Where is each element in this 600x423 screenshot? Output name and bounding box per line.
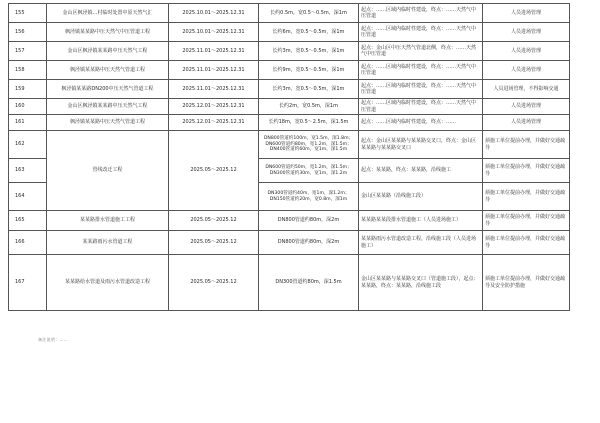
- table-row: [9, 115, 570, 131]
- footnote: 备注说明：……: [38, 337, 69, 342]
- location-note: 起点：某某路，终点：某某路，沿线施工: [359, 159, 483, 183]
- row-number: 161: [9, 115, 47, 131]
- table-row: [9, 255, 570, 311]
- location-note: 起点：金山区某某路与某某路交叉口，终点：金山区某某路与某某路交叉口: [359, 131, 483, 159]
- management-note: 人员进场管理: [483, 23, 570, 42]
- row-number: 166: [9, 231, 47, 255]
- management-note: 人员进场管理: [483, 99, 570, 115]
- location-note: 起点：……区域内临时性建设，终点：……: [359, 115, 483, 131]
- time-range: 2025.12.01～2025.12.31: [169, 115, 259, 131]
- time-range: 2025.05～2025.12: [169, 211, 259, 231]
- time-range: 2025.10.01～2025.12.31: [169, 23, 259, 42]
- time-range: 2025.05～2025.12: [169, 131, 259, 211]
- location-note: 金山区某某路与某某路交叉口（管道施工段），起点：某某路，终点：某某路，沿线施工段: [359, 255, 483, 311]
- project-name: 某某路排水管道施工工程: [47, 211, 169, 231]
- table-row: [9, 4, 570, 23]
- time-range: 2025.12.01～2025.12.31: [169, 99, 259, 115]
- location-note: 起点：……区域内临时性建设，终点：……天然气中压管道: [359, 80, 483, 99]
- table-row: [9, 211, 570, 231]
- table-row: [9, 42, 570, 61]
- row-number: 165: [9, 211, 47, 231]
- location-note: 起点：……区域内临时性建设，终点：……天然气中压管道: [359, 23, 483, 42]
- excavation-size: 长约0.5m，宽0.5～0.5m，深1m: [259, 4, 359, 23]
- time-range: 2025.05～2025.12: [169, 231, 259, 255]
- row-number: 164: [9, 183, 47, 211]
- excavation-size: DN800管道约100m，宽1.5m，深1.8m；DN600管道约80m，宽1.2m，深1.5m；DN400管道约60m，宽1m，深1.5m: [259, 131, 359, 159]
- row-number: 157: [9, 42, 47, 61]
- management-note: 须施工单位提前办理，并做好交通疏导: [483, 231, 570, 255]
- project-name: 枫泾镇某某路DN200中压天然气管道工程: [47, 80, 169, 99]
- row-number: 155: [9, 4, 47, 23]
- row-number: 162: [9, 131, 47, 159]
- row-number: 156: [9, 23, 47, 42]
- excavation-size: 长约3m，宽0.5～0.5m，深1m: [259, 42, 359, 61]
- location-note: 起点：……区域内临时性建设，终点：……天然气中压管道: [359, 4, 483, 23]
- management-note: 人员进场管理，不得影响交通: [483, 80, 570, 99]
- management-note: 人员进场管理: [483, 4, 570, 23]
- project-name: 金山区枫泾镇某某路中压天然气工程: [47, 99, 169, 115]
- management-note: 须施工单位提前办理，并做好交通疏导: [483, 211, 570, 231]
- management-note: 须施工单位提前办理，并做好交通疏导: [483, 159, 570, 183]
- excavation-size: DN800管道约80m，深2m: [259, 211, 359, 231]
- table-row: [9, 61, 570, 80]
- project-name: 枫泾镇某某路中压天然气中压管道工程: [47, 23, 169, 42]
- table-row: [9, 131, 570, 159]
- management-note: 须施工单位提前办理，并做好交通疏导: [483, 131, 570, 159]
- row-number: 158: [9, 61, 47, 80]
- time-range: 2025.10.01～2025.12.31: [169, 4, 259, 23]
- time-range: 2025.11.01～2025.12.31: [169, 61, 259, 80]
- table-row: [9, 23, 570, 42]
- location-note: 起点：……区域内临时性建设，终点：……天然气中压管道: [359, 61, 483, 80]
- time-range: 2025.11.01～2025.12.31: [169, 80, 259, 99]
- excavation-size: 长约6m，宽0.5～0.5m，深1m: [259, 23, 359, 42]
- project-name: 金山区枫泾镇某某路中压天然气工程: [47, 42, 169, 61]
- excavation-size: 长约3m，宽0.5～0.5m，深1m: [259, 80, 359, 99]
- excavation-size: 长约18m，宽0.5～2.5m，深1.5m: [259, 115, 359, 131]
- excavation-size: 长约2m，宽0.5m，深1m: [259, 99, 359, 115]
- time-range: 2025.11.01～2025.12.31: [169, 42, 259, 61]
- management-note: 人员进场管理: [483, 61, 570, 80]
- time-range: 2025.05～2025.12: [169, 255, 259, 311]
- row-number: 160: [9, 99, 47, 115]
- management-note: 须施工单位提前办理，并做好交通疏导: [483, 183, 570, 211]
- table-row: [9, 80, 570, 99]
- project-name: 金山区枫泾镇…村临时处置中原天然气汇: [47, 4, 169, 23]
- project-name: 枫泾镇某某路中压天然气管道工程: [47, 115, 169, 131]
- management-note: 须施工单位提前办理，并做好交通疏导及安全防护措施: [483, 255, 570, 311]
- project-name: 某某路给水管道及雨污水管道改造工程: [47, 255, 169, 311]
- management-note: 人员进场管理: [483, 115, 570, 131]
- row-number: 167: [9, 255, 47, 311]
- excavation-size: DN800管道约80m，深2m: [259, 231, 359, 255]
- row-number: 159: [9, 80, 47, 99]
- project-name: 某某路雨污水管道工程: [47, 231, 169, 255]
- excavation-size: DN600管道约50m，宽1.2m，深1.5m；DN300管道约30m，宽1m，深1.2m: [259, 159, 359, 183]
- location-note: 某某路某某段排水管道施工（人员进场施工）: [359, 211, 483, 231]
- location-note: 起点：……区域内临时性建设，终点：……天然气中压管道: [359, 99, 483, 115]
- location-note: 某某路雨污水管道改造工程，沿线施工段（人员进场施工）: [359, 231, 483, 255]
- excavation-schedule-table: [8, 3, 570, 311]
- location-note: 起点：金山区中压天然气管道北侧，终点：……天然气中压管道: [359, 42, 483, 61]
- row-number: 163: [9, 159, 47, 183]
- location-note: 金山区某某路（沿线施工段）: [359, 183, 483, 211]
- excavation-size: 长约9m，宽0.5～0.5m，深1m: [259, 61, 359, 80]
- table-row: [9, 231, 570, 255]
- project-name: 管线改迁工程: [47, 131, 169, 211]
- table-row: [9, 99, 570, 115]
- excavation-size: DN300管道约80m，深1.5m: [259, 255, 359, 311]
- management-note: 人员进场管理: [483, 42, 570, 61]
- project-name: 枫泾镇某某路中压天然气管道工程: [47, 61, 169, 80]
- excavation-size: DN300管道约40m，宽1m，深1.2m；DN150管道约20m，宽0.8m，深1m: [259, 183, 359, 211]
